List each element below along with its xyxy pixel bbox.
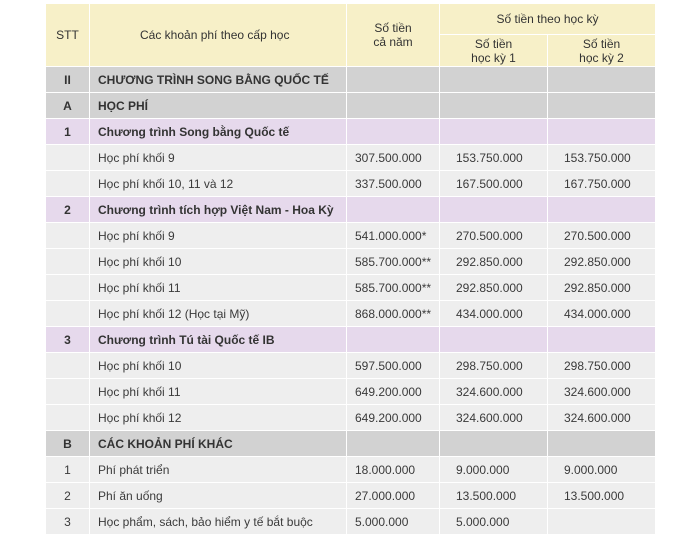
table-row — [46, 275, 656, 301]
row-sem2-amount: 167.750.000 — [548, 171, 656, 197]
row-name: Học phí khối 12 — [90, 405, 347, 431]
row-year-amount: 541.000.000* — [347, 223, 440, 249]
row-sem2-amount: 270.500.000 — [548, 223, 656, 249]
row-stt — [46, 301, 90, 327]
row-stt — [46, 275, 90, 301]
table-row — [46, 223, 656, 249]
row-name: Chương trình Tú tài Quốc tế IB — [90, 327, 347, 353]
row-sem1-amount: 292.850.000 — [440, 249, 548, 275]
header-year — [347, 4, 440, 67]
row-year-amount — [347, 431, 440, 457]
row-sem1-amount: 324.600.000 — [440, 379, 548, 405]
header-stt: STT — [46, 4, 90, 67]
row-year-amount — [347, 93, 440, 119]
row-name: Học phẩm, sách, bảo hiểm y tế bắt buộc — [90, 509, 347, 535]
row-name: Học phí khối 9 — [90, 145, 347, 171]
row-year-amount: 337.500.000 — [347, 171, 440, 197]
row-name: HỌC PHÍ — [90, 93, 347, 119]
row-stt — [46, 171, 90, 197]
table-row — [46, 483, 656, 509]
row-sem1-amount: 292.850.000 — [440, 275, 548, 301]
fee-table-container — [46, 4, 656, 535]
fee-table — [46, 4, 656, 535]
row-sem2-amount — [548, 327, 656, 353]
row-sem1-amount — [440, 197, 548, 223]
row-sem1-amount: 434.000.000 — [440, 301, 548, 327]
row-year-amount: 597.500.000 — [347, 353, 440, 379]
row-sem1-amount: 9.000.000 — [440, 457, 548, 483]
row-name: Học phí khối 10, 11 và 12 — [90, 171, 347, 197]
table-row — [46, 301, 656, 327]
row-name: Chương trình tích hợp Việt Nam - Hoa Kỳ — [90, 197, 347, 223]
table-row — [46, 93, 656, 119]
row-sem2-amount: 153.750.000 — [548, 145, 656, 171]
row-year-amount — [347, 327, 440, 353]
header-sem2 — [548, 35, 656, 67]
row-sem2-amount: 13.500.000 — [548, 483, 656, 509]
header-year-line2: cả năm — [373, 35, 413, 49]
row-year-amount: 18.000.000 — [347, 457, 440, 483]
row-stt: 1 — [46, 119, 90, 145]
row-sem2-amount: 324.600.000 — [548, 379, 656, 405]
header-year-line1: Số tiền — [374, 21, 412, 35]
row-stt: II — [46, 67, 90, 93]
row-sem2-amount — [548, 67, 656, 93]
row-name: Học phí khối 11 — [90, 275, 347, 301]
row-sem2-amount — [548, 509, 656, 535]
header-semester: Số tiền theo học kỳ — [440, 4, 656, 35]
table-row — [46, 379, 656, 405]
row-sem1-amount: 5.000.000 — [440, 509, 548, 535]
table-row — [46, 197, 656, 223]
row-sem2-amount: 324.600.000 — [548, 405, 656, 431]
row-stt: A — [46, 93, 90, 119]
row-sem1-amount — [440, 327, 548, 353]
row-year-amount: 585.700.000** — [347, 275, 440, 301]
row-stt: 3 — [46, 509, 90, 535]
row-year-amount: 649.200.000 — [347, 405, 440, 431]
row-sem2-amount: 9.000.000 — [548, 457, 656, 483]
table-row — [46, 353, 656, 379]
row-name: Học phí khối 9 — [90, 223, 347, 249]
row-sem1-amount: 153.750.000 — [440, 145, 548, 171]
row-stt: 1 — [46, 457, 90, 483]
header-sem2-line1: Số tiền — [582, 36, 621, 51]
table-header — [46, 4, 656, 67]
row-sem2-amount: 292.850.000 — [548, 249, 656, 275]
header-sem1-line2: học kỳ 1 — [471, 50, 516, 65]
header-sem2-line2: học kỳ 2 — [579, 50, 624, 65]
row-year-amount: 307.500.000 — [347, 145, 440, 171]
row-year-amount — [347, 119, 440, 145]
table-row — [46, 145, 656, 171]
row-sem2-amount: 292.850.000 — [548, 275, 656, 301]
row-year-amount — [347, 67, 440, 93]
table-row — [46, 457, 656, 483]
row-stt: B — [46, 431, 90, 457]
row-name: CÁC KHOẢN PHÍ KHÁC — [90, 431, 347, 457]
row-name: Chương trình Song bằng Quốc tế — [90, 119, 347, 145]
row-stt — [46, 405, 90, 431]
table-row — [46, 431, 656, 457]
row-name: Học phí khối 11 — [90, 379, 347, 405]
row-sem1-amount: 270.500.000 — [440, 223, 548, 249]
row-sem1-amount: 298.750.000 — [440, 353, 548, 379]
row-year-amount: 5.000.000 — [347, 509, 440, 535]
row-sem1-amount — [440, 119, 548, 145]
row-stt — [46, 353, 90, 379]
table-row — [46, 327, 656, 353]
row-year-amount: 27.000.000 — [347, 483, 440, 509]
row-sem2-amount — [548, 119, 656, 145]
row-name: CHƯƠNG TRÌNH SONG BẰNG QUỐC TẾ — [90, 67, 347, 93]
row-stt — [46, 249, 90, 275]
table-body — [46, 67, 656, 535]
row-sem1-amount: 324.600.000 — [440, 405, 548, 431]
row-sem1-amount — [440, 431, 548, 457]
row-sem2-amount — [548, 431, 656, 457]
row-year-amount: 868.000.000** — [347, 301, 440, 327]
row-name: Phí ăn uống — [90, 483, 347, 509]
row-name: Học phí khối 10 — [90, 249, 347, 275]
header-sem1 — [440, 35, 548, 67]
row-sem1-amount — [440, 93, 548, 119]
row-sem2-amount — [548, 197, 656, 223]
table-row — [46, 405, 656, 431]
table-row — [46, 249, 656, 275]
table-row — [46, 119, 656, 145]
row-stt: 2 — [46, 483, 90, 509]
row-sem2-amount: 298.750.000 — [548, 353, 656, 379]
row-sem1-amount: 167.500.000 — [440, 171, 548, 197]
header-items: Các khoản phí theo cấp học — [90, 4, 347, 67]
row-sem1-amount: 13.500.000 — [440, 483, 548, 509]
row-stt — [46, 379, 90, 405]
table-row — [46, 509, 656, 535]
row-sem2-amount — [548, 93, 656, 119]
table-row — [46, 171, 656, 197]
row-name: Học phí khối 10 — [90, 353, 347, 379]
table-row — [46, 67, 656, 93]
row-year-amount — [347, 197, 440, 223]
row-sem1-amount — [440, 67, 548, 93]
row-year-amount: 585.700.000** — [347, 249, 440, 275]
row-stt — [46, 223, 90, 249]
row-stt — [46, 145, 90, 171]
row-stt: 3 — [46, 327, 90, 353]
row-name: Học phí khối 12 (Học tại Mỹ) — [90, 301, 347, 327]
row-stt: 2 — [46, 197, 90, 223]
row-name: Phí phát triển — [90, 457, 347, 483]
row-sem2-amount: 434.000.000 — [548, 301, 656, 327]
row-year-amount: 649.200.000 — [347, 379, 440, 405]
header-sem1-line1: Số tiền — [474, 36, 513, 51]
